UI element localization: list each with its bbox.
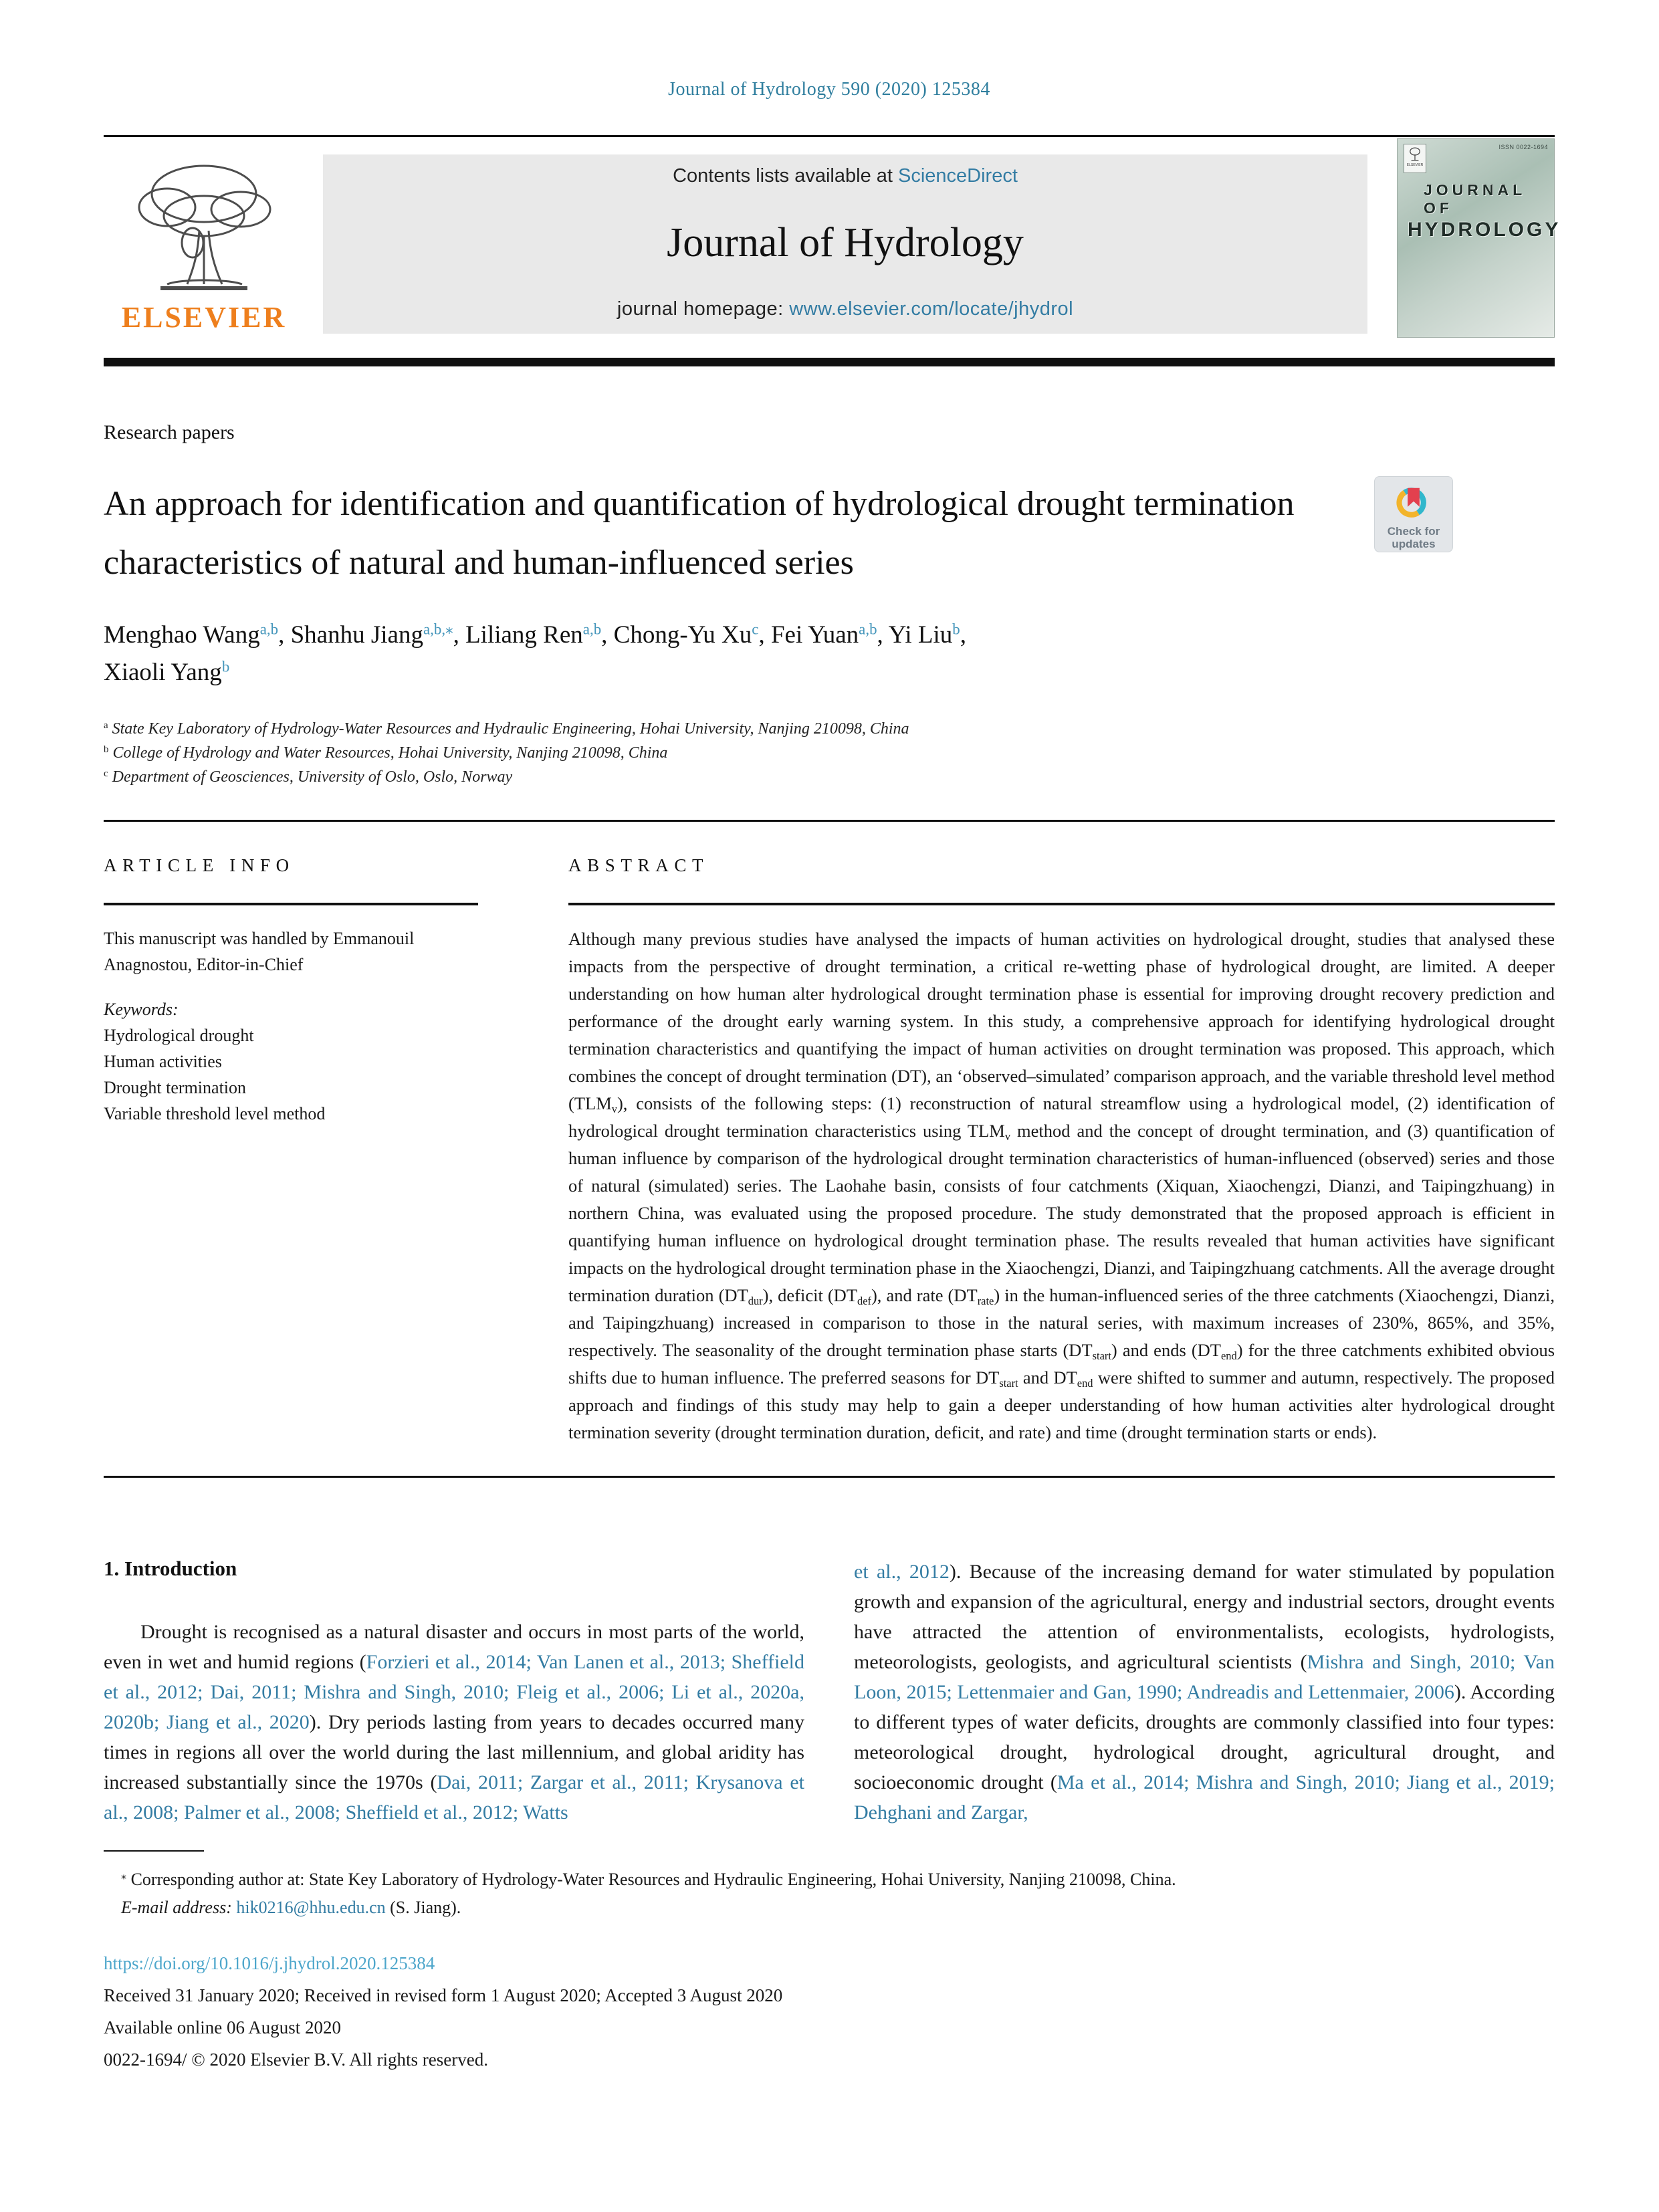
footnote-rule <box>104 1850 204 1852</box>
cover-title <box>1408 181 1561 241</box>
cover-title-line2: HYDROLOGY <box>1408 219 1561 241</box>
citation-link[interactable]: Dai, 2011; Zargar et al., 2011; Krysanova et al., 2008; Palmer et al., 2008; Sheffield et al., 2012; Watts <box>104 1771 804 1823</box>
introduction-section <box>104 1557 1555 1828</box>
title-row <box>104 475 1555 592</box>
info-abstract-section <box>104 822 1555 1446</box>
handled-by-note: This manuscript was handled by Emmanouil Anagnostou, Editor-in-Chief <box>104 929 415 974</box>
footnote-area <box>104 1850 1555 1921</box>
intro-paragraph-left: Drought is recognised as a natural disaster and occurs in most parts of the world, even in wet and humid regions (Forzieri et al., 2014; Van Lanen et al., 2013; Sheffield et al., 2012; Dai, 2011; Mishra and Singh, 2010; Fleig et al., 2006; Li et al., 2020a, 2020b; Jiang et al., 2020). Dry periods lasting from years to decades occurred many times in regions all over the world during the last millennium, and global aridity has increased substantially since the 1970s (Dai, 2011; Zargar et al., 2011; Krysanova et al., 2008; Palmer et al., 2008; Sheffield et al., 2012; Watts <box>104 1621 804 1823</box>
keyword-item: Drought termination <box>104 1078 247 1097</box>
cover-elsevier-word: ELSEVIER <box>1406 163 1424 167</box>
intro-right-column <box>854 1557 1555 1828</box>
journal-title: Journal of Hydrology <box>667 219 1024 265</box>
keyword-item: Hydrological drought <box>104 1026 254 1045</box>
available-online: Available online 06 August 2020 <box>104 2017 341 2037</box>
abstract-heading: ABSTRACT <box>568 855 709 875</box>
cover-issn: ISSN 0022-1694 <box>1499 144 1548 150</box>
article-info-rule <box>104 903 478 905</box>
abstract-rule <box>568 903 1555 905</box>
corresponding-author-note: ⁎ Corresponding author at: State Key Laboratory of Hydrology-Water Resources and Hydraulic Engineering, Hohai University, Nanjing 210098, China. <box>121 1870 1176 1889</box>
elsevier-logo[interactable] <box>104 154 304 334</box>
cover-title-line1: JOURNAL OF <box>1424 181 1526 217</box>
cover-elsevier-logo <box>1404 144 1426 173</box>
citation-link[interactable]: et al., 2012 <box>854 1561 950 1583</box>
copyright-line: 0022-1694/ © 2020 Elsevier B.V. All rights reserved. <box>104 2050 488 2070</box>
section-label: Research papers <box>104 421 235 443</box>
check-for-updates-badge[interactable] <box>1374 476 1453 552</box>
contents-prefix: Contents lists available at <box>673 165 898 187</box>
abstract-body: Although many previous studies have analysed the impacts of human activities on hydrological drought, studies that analysed these impacts from the perspective of drought termination, a critical re-wetting phase of hydrological drought, are limited. A deeper understanding on how human alter hydrological drought termination phase is essential for improving drought recovery prediction and performance of the drought early warning system. In this study, a comprehensive approach for identifying hydrological drought termination characteristics and quantifying the impact of human activities on drought termination was proposed. This approach, which combines the concept of drought termination (DT), an ‘observed–simulated’ comparison approach, and the variable threshold level method $(TLM_v)$, consists of the following steps: (1) reconstruction of natural streamflow using a hydrological model, (2) identification of hydrological drought termination characteristics using $TLM_v$ method and the concept of drought termination, and (3) quantification of human influence by comparison of the hydrological drought termination characteristics of human-influenced (observed) series and those of natural (simulated) series. The Laohahe basin, consists of four catchments (Xiquan, Xiaochengzi, Dianzi, and Taipingzhuang) in northern China, was evaluated using the proposed procedure. The study demonstrated that the proposed approach is efficient in quantifying human influence on hydrological drought termination phase. The results revealed that human activities have significant impacts on the hydrological drought termination phase in the Xiaochengzi, Dianzi, and Taipingzhuang catchments. All the average drought termination duration $(DT_{dur})$, deficit $(DT_{def})$, and rate $(DT_{rate})$ in the human-influenced series of the three catchments (Xiaochengzi, Dianzi, and Taipingzhuang) increased in comparison to those in the natural series, with maximum increases of 230%, 865%, and 35%, respectively. The seasonality of the drought termination phase starts $(DT_{start})$ and ends $(DT_{end})$ for the three catchments exhibited obvious shifts due to human influence. The preferred seasons for $DT_{start}$ and $DT_{end}$ were shifted to summer and autumn, respectively. The proposed approach and findings of this study may help to gain a deeper understanding of how human activities alter hydrological drought termination severity (drought termination duration, deficit, and rate) and time (drought termination starts or ends). <box>568 929 1555 1442</box>
citation-link[interactable]: Ma et al., 2014; Mishra and Singh, 2010; Jiang et al., 2019; Dehghani and Zargar, <box>854 1771 1555 1823</box>
crossmark-icon <box>1389 481 1438 525</box>
top-divider <box>104 135 1555 137</box>
abstract-bottom-divider <box>104 1476 1555 1478</box>
intro-left-column <box>104 1557 804 1828</box>
journal-banner <box>323 154 1367 334</box>
journal-cover-thumbnail[interactable] <box>1397 138 1561 338</box>
homepage-prefix: journal homepage: <box>617 298 790 320</box>
article-title: An approach for identification and quantification of hydrological drought termination characteristics of natural and human-influenced series <box>104 485 1295 582</box>
journal-reference: Journal of Hydrology 590 (2020) 125384 <box>668 79 990 100</box>
article-info-body <box>104 925 478 1127</box>
received-dates: Received 31 January 2020; Received in revised form 1 August 2020; Accepted 3 August 2020 <box>104 1985 783 2005</box>
keyword-item: Human activities <box>104 1052 222 1071</box>
footer-block <box>104 1953 1555 2070</box>
email-link[interactable]: hik0216@hhu.edu.cn <box>236 1898 386 1917</box>
homepage-url-link[interactable]: www.elsevier.com/locate/jhydrol <box>789 298 1074 320</box>
keywords-label: Keywords: <box>104 1000 179 1019</box>
header-bar <box>104 358 1555 366</box>
contents-line <box>330 165 1361 187</box>
elsevier-tree-icon <box>120 157 288 299</box>
email-note: E-mail address: hik0216@hhu.edu.cn (S. Jiang). <box>121 1898 461 1917</box>
intro-heading: 1. Introduction <box>104 1557 237 1580</box>
journal-header <box>104 144 1561 338</box>
check-for-updates-label: Check for updates <box>1387 525 1440 550</box>
cover-tree-icon <box>1409 146 1421 162</box>
author-list: Menghao Wang$^{a,b}$, Shanhu Jiang$^{a,b,⁎}$, Liliang Ren$^{a,b}$, Chong-Yu Xu$^c$, Fei Yuan$^{a,b}$, Yi Liu$^b$, Xiaoli Yang$^b$ <box>104 621 966 686</box>
citation-link[interactable]: Forzieri et al., 2014; Van Lanen et al., 2013; Sheffield et al., 2012; Dai, 2011; Mishra and Singh, 2010; Fleig et al., 2006; Li et al., 2020a, 2020b; Jiang et al., 2020 <box>104 1651 804 1733</box>
affiliations <box>104 717 1555 789</box>
elsevier-wordmark: ELSEVIER <box>121 301 287 334</box>
affiliation-b: $^b$ College of Hydrology and Water Resources, Hohai University, Nanjing 210098, China <box>104 744 668 762</box>
homepage-line <box>330 298 1361 320</box>
article-info-heading: ARTICLE INFO <box>104 855 295 875</box>
affiliation-a: $^a$ State Key Laboratory of Hydrology-Water Resources and Hydraulic Engineering, Hohai University, Nanjing 210098, China <box>104 720 909 738</box>
doi-link[interactable]: https://doi.org/10.1016/j.jhydrol.2020.125384 <box>104 1953 435 1973</box>
article-info-column <box>104 855 478 1446</box>
affiliation-c: $^c$ Department of Geosciences, University of Oslo, Oslo, Norway <box>104 768 513 786</box>
citation-link[interactable]: Mishra and Singh, 2010; Van Loon, 2015; Lettenmaier and Gan, 1990; Andreadis and Lettenmaier, 2006 <box>854 1651 1555 1703</box>
keyword-item: Variable threshold level method <box>104 1104 326 1123</box>
abstract-column <box>568 855 1555 1446</box>
sciencedirect-link[interactable]: ScienceDirect <box>898 165 1018 187</box>
intro-paragraph-right: et al., 2012). Because of the increasing demand for water stimulated by population growth and expansion of the agricultural, energy and industrial sectors, drought events have attracted the attention of environmentalists, ecologists, hydrologists, meteorologists, geologists, and agricultural scientists (Mishra and Singh, 2010; Van Loon, 2015; Lettenmaier and Gan, 1990; Andreadis and Lettenmaier, 2006). According to different types of water deficits, droughts are commonly classified into four types: meteorological drought, hydrological drought, agricultural drought, and socioeconomic drought (Ma et al., 2014; Mishra and Singh, 2010; Jiang et al., 2019; Dehghani and Zargar, <box>854 1561 1555 1823</box>
